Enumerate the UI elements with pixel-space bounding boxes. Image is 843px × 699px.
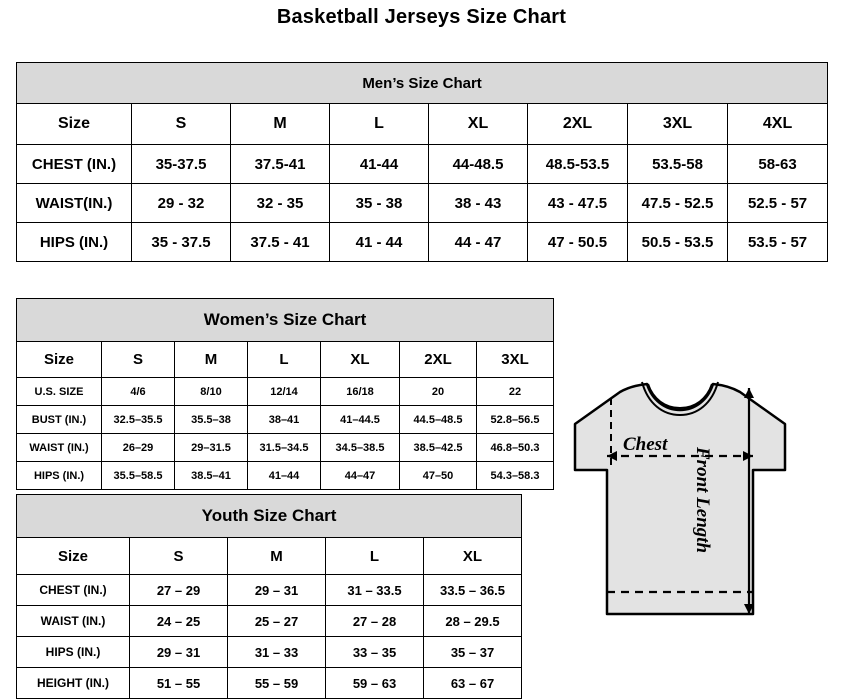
cell: 58-63 [728,145,828,184]
cell: 27 – 28 [326,606,424,637]
cell: 12/14 [248,378,321,406]
column-header-xl: XL [424,538,522,575]
cell: 32.5–35.5 [102,406,175,434]
cell: 25 – 27 [228,606,326,637]
cell: 37.5-41 [231,145,330,184]
cell: 26–29 [102,434,175,462]
column-header-s: S [132,104,231,145]
table-row [17,668,522,699]
cell: 35 – 37 [424,637,522,668]
cell: 38.5–42.5 [400,434,477,462]
cell: 59 – 63 [326,668,424,699]
cell: 28 – 29.5 [424,606,522,637]
cell: 43 - 47.5 [528,184,628,223]
table-row [17,145,828,184]
cell: 29 – 31 [130,637,228,668]
row-label: BUST (IN.) [17,406,102,434]
table-row [17,462,554,490]
cell: 29 – 31 [228,575,326,606]
table-row [17,575,522,606]
column-header-s: S [102,342,175,378]
column-header-xl: XL [429,104,528,145]
row-label: HEIGHT (IN.) [17,668,130,699]
cell: 22 [477,378,554,406]
cell: 44.5–48.5 [400,406,477,434]
table-header-row [17,104,828,145]
cell: 8/10 [175,378,248,406]
row-label: WAIST (IN.) [17,434,102,462]
table-row [17,434,554,462]
table-row [17,406,554,434]
cell: 29 - 32 [132,184,231,223]
cell: 24 – 25 [130,606,228,637]
cell: 35.5–38 [175,406,248,434]
table-row [17,637,522,668]
table-row [17,606,522,637]
cell: 31 – 33.5 [326,575,424,606]
table-row [17,184,828,223]
cell: 41 - 44 [330,223,429,262]
cell: 31 – 33 [228,637,326,668]
row-label: U.S. SIZE [17,378,102,406]
cell: 47 - 50.5 [528,223,628,262]
cell: 35.5–58.5 [102,462,175,490]
cell: 20 [400,378,477,406]
cell: 34.5–38.5 [321,434,400,462]
column-header-l: L [326,538,424,575]
cell: 52.5 - 57 [728,184,828,223]
cell: 41-44 [330,145,429,184]
column-header-3xl: 3XL [477,342,554,378]
youth-size-chart-table [16,494,522,699]
column-header-2xl: 2XL [400,342,477,378]
cell: 51 – 55 [130,668,228,699]
row-label: HIPS (IN.) [17,462,102,490]
front-length-measure-label: Front Length [692,447,713,554]
cell: 47.5 - 52.5 [628,184,728,223]
jersey-measurement-diagram [545,352,835,672]
cell: 16/18 [321,378,400,406]
column-header-l: L [248,342,321,378]
cell: 54.3–58.3 [477,462,554,490]
cell: 38–41 [248,406,321,434]
cell: 63 – 67 [424,668,522,699]
cell: 31.5–34.5 [248,434,321,462]
row-label: HIPS (IN.) [17,223,132,262]
cell: 38 - 43 [429,184,528,223]
row-label: HIPS (IN.) [17,637,130,668]
chest-measure-label: Chest [623,434,668,455]
womens-table-title: Women’s Size Chart [17,299,554,342]
table-row [17,223,828,262]
cell: 53.5 - 57 [728,223,828,262]
page-title: Basketball Jerseys Size Chart [276,6,567,28]
jersey-outline-icon [545,352,835,672]
column-header-s: S [130,538,228,575]
column-header-2xl: 2XL [528,104,628,145]
cell: 32 - 35 [231,184,330,223]
column-header-4xl: 4XL [728,104,828,145]
cell: 41–44.5 [321,406,400,434]
cell: 55 – 59 [228,668,326,699]
cell: 35 - 37.5 [132,223,231,262]
table-row [17,378,554,406]
table-header-row [17,538,522,575]
column-header-3xl: 3XL [628,104,728,145]
column-header-l: L [330,104,429,145]
mens-table-title: Men’s Size Chart [17,63,828,104]
cell: 53.5-58 [628,145,728,184]
mens-size-chart-table [16,62,828,262]
cell: 46.8–50.3 [477,434,554,462]
cell: 50.5 - 53.5 [628,223,728,262]
column-header-xl: XL [321,342,400,378]
cell: 27 – 29 [130,575,228,606]
row-label: CHEST (IN.) [17,575,130,606]
column-header-m: M [175,342,248,378]
cell: 41–44 [248,462,321,490]
cell: 37.5 - 41 [231,223,330,262]
cell: 44 - 47 [429,223,528,262]
cell: 38.5–41 [175,462,248,490]
row-label: WAIST (IN.) [17,606,130,637]
table-header-row [17,342,554,378]
womens-size-chart-table [16,298,554,490]
column-header-size: Size [17,342,102,378]
cell: 44-48.5 [429,145,528,184]
cell: 44–47 [321,462,400,490]
cell: 35-37.5 [132,145,231,184]
column-header-m: M [231,104,330,145]
column-header-size: Size [17,104,132,145]
cell: 52.8–56.5 [477,406,554,434]
column-header-m: M [228,538,326,575]
cell: 4/6 [102,378,175,406]
cell: 48.5-53.5 [528,145,628,184]
cell: 33 – 35 [326,637,424,668]
cell: 47–50 [400,462,477,490]
cell: 33.5 – 36.5 [424,575,522,606]
row-label: WAIST(IN.) [17,184,132,223]
row-label: CHEST (IN.) [17,145,132,184]
cell: 35 - 38 [330,184,429,223]
column-header-size: Size [17,538,130,575]
youth-table-title: Youth Size Chart [17,495,522,538]
cell: 29–31.5 [175,434,248,462]
